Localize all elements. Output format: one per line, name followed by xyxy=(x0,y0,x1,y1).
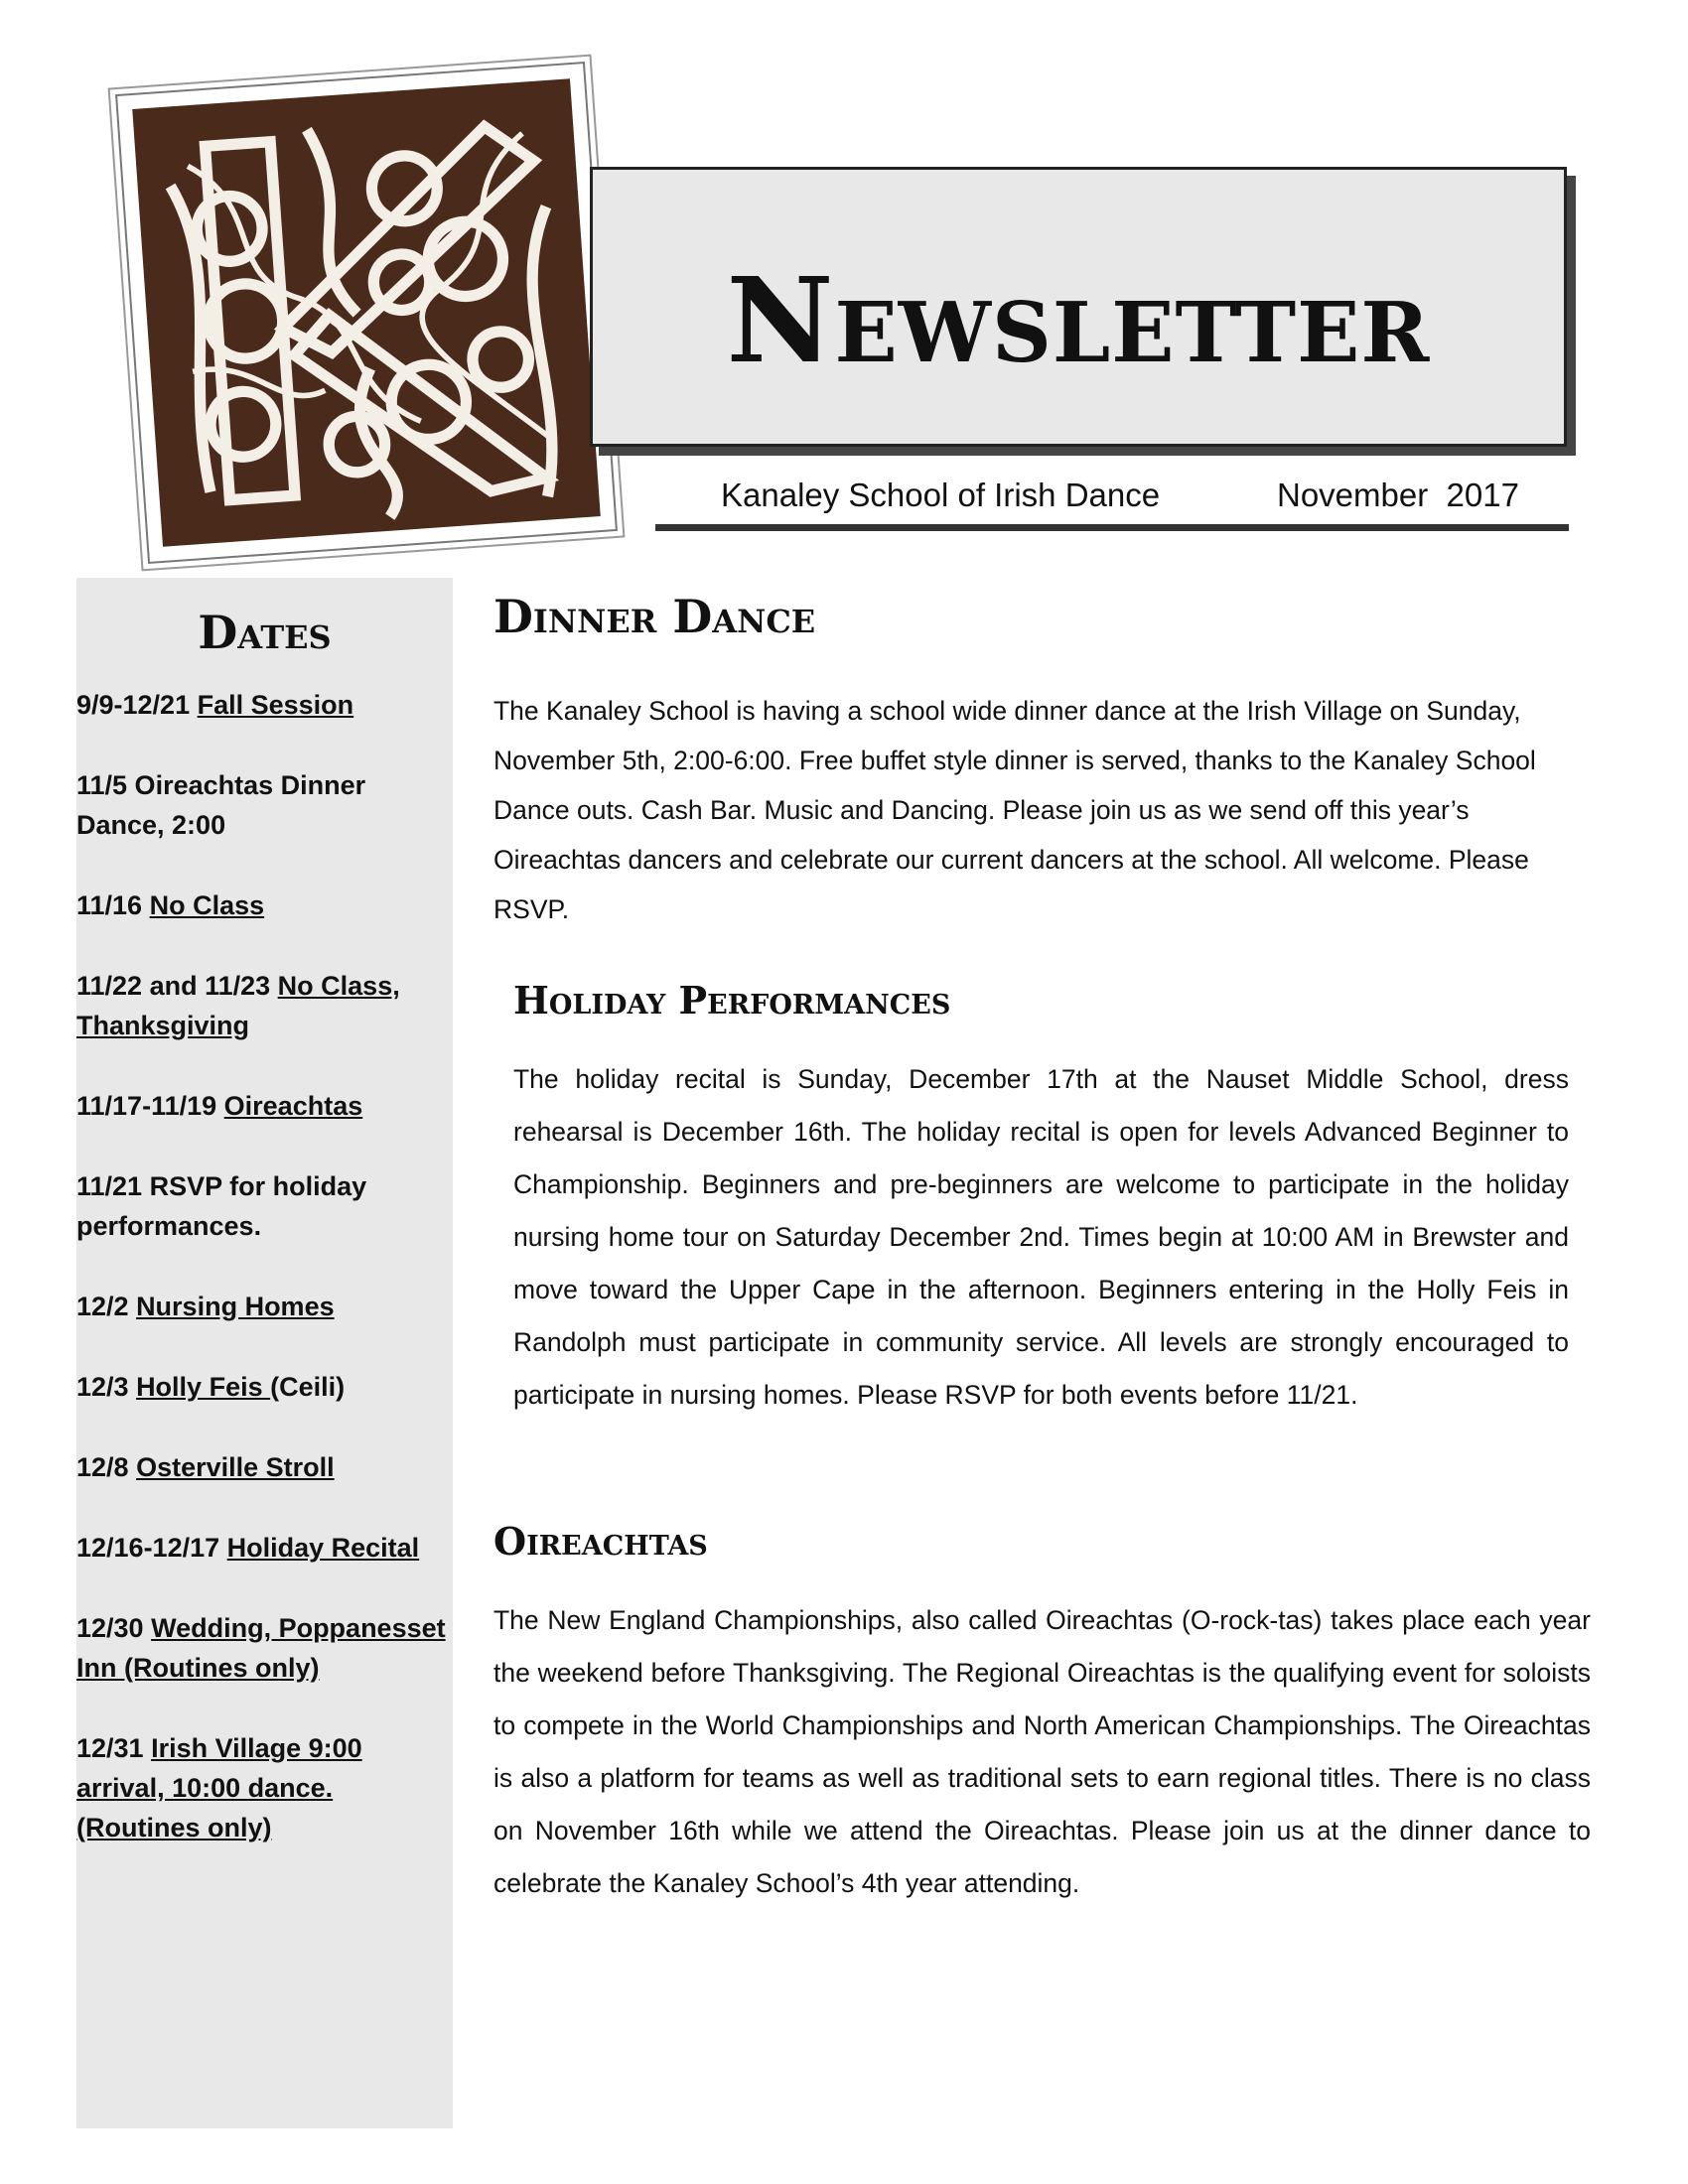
date-link[interactable]: Wedding, Poppanesset Inn (Routines only) xyxy=(76,1613,446,1683)
date-item: 12/16-12/17 Holiday Recital xyxy=(76,1533,420,1563)
holiday-performances-heading: Holiday Performances xyxy=(513,978,951,1023)
date-link[interactable]: Nursing Homes xyxy=(136,1292,335,1321)
school-name: Kanaley School of Irish Dance xyxy=(721,477,1161,513)
date-link[interactable]: Irish Village 9:00 arrival, 10:00 dance. (Routines only) xyxy=(76,1733,362,1843)
date-item: 11/22 and 11/23 No Class, Thanksgiving xyxy=(76,971,400,1040)
date-item: 11/21 RSVP for holiday performances. xyxy=(76,1171,367,1241)
holiday-performances-body: The holiday recital is Sunday, December 17th at the Nauset Middle School, dress rehearsal is December 16th. The holiday recital is open for levels Advanced Beginner to Championship. Beginners and pre-beginners are welcome to participate in the holiday nursing home tour on Saturday December 2nd. Times begin at 10:00 AM in Brewster and move toward the Upper Cape in the afternoon. Beginners entering in the Holly Feis in Randolph must participate in community service. All levels are strongly encouraged to participate in nursing homes. Please RSVP for both events before 11/21. xyxy=(513,1064,1569,1410)
date-item: 9/9-12/21 Fall Session xyxy=(76,690,354,720)
date-list xyxy=(76,685,453,1888)
date-item: 11/16 No Class xyxy=(76,890,265,920)
date-link[interactable]: Holiday Recital xyxy=(226,1533,420,1563)
newsletter-title-box xyxy=(590,167,1567,447)
main-content xyxy=(493,581,1591,1910)
date-item: 12/30 Wedding, Poppanesset Inn (Routines only) xyxy=(76,1613,446,1683)
date-item: 12/31 Irish Village 9:00 arrival, 10:00 dance. (Routines only) xyxy=(76,1733,362,1843)
dinner-dance-heading: Dinner Dance xyxy=(493,590,816,643)
date-link[interactable]: Holly Feis xyxy=(136,1372,271,1402)
date-link[interactable]: No Class, Thanksgiving xyxy=(76,971,400,1040)
page-title: Newsletter xyxy=(726,251,1431,389)
sidebar-title: Dates xyxy=(198,606,332,659)
date-link[interactable]: No Class xyxy=(149,890,265,920)
issue-date: November 2017 xyxy=(1277,477,1519,513)
date-item: 12/2 Nursing Homes xyxy=(76,1292,335,1321)
date-item: 12/3 Holly Feis (Ceili) xyxy=(76,1372,346,1402)
date-item: 11/5 Oireachtas Dinner Dance, 2:00 xyxy=(76,770,366,840)
oireachtas-heading: Oireachtas xyxy=(493,1519,708,1564)
date-link[interactable]: Oireachtas xyxy=(223,1091,363,1121)
dates-sidebar xyxy=(76,578,453,2128)
masthead-subline xyxy=(655,471,1569,531)
date-link[interactable]: Fall Session xyxy=(197,690,354,720)
oireachtas-body: The New England Championships, also called Oireachtas (O-rock-tas) takes place each year the weekend before Thanksgiving. The Regional Oireachtas is the qualifying event for soloists to compete in the World Championships and North American Championships. The Oireachtas is also a platform for teams as well as traditional sets to earn regional titles. There is no class on November 16th while we attend the Oireachtas. Please join us at the dinner dance to celebrate the Kanaley School’s 4th year attending. xyxy=(493,1605,1591,1898)
dinner-dance-body: The Kanaley School is having a school wide dinner dance at the Irish Village on Sunday, November 5th, 2:00-6:00. Free buffet style dinner is served, thanks to the Kanaley School Dance outs. Cash Bar. Music and Dancing. Please join us as we send off this year’s Oireachtas dancers and celebrate our current dancers at the school. All welcome. Please RSVP. xyxy=(493,696,1536,924)
celtic-knot-letter-k-logo xyxy=(115,62,618,564)
date-item: 11/17-11/19 Oireachtas xyxy=(76,1091,363,1121)
date-link[interactable]: Osterville Stroll xyxy=(136,1452,335,1482)
date-item: 12/8 Osterville Stroll xyxy=(76,1452,335,1482)
